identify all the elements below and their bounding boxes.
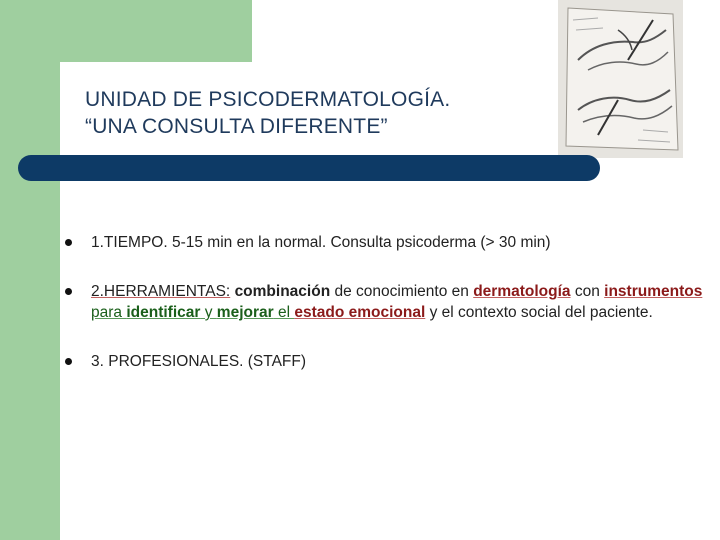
bullet-dot-icon: [65, 288, 72, 295]
text-estado-emocional: estado emocional: [294, 304, 426, 321]
text-y: y: [200, 304, 217, 321]
green-top-block: [0, 0, 252, 62]
bullet-dot-icon: [65, 358, 72, 365]
bullet-item-herramientas: [65, 281, 715, 323]
drawing-hands-icon: [558, 0, 683, 158]
text-el: el: [273, 304, 295, 321]
bullet-item-profesionales: [65, 351, 715, 372]
title-line-2: “UNA CONSULTA DIFERENTE”: [85, 115, 388, 138]
bullet-text: 3. PROFESIONALES. (STAFF): [91, 353, 307, 370]
text-mejorar: mejorar: [216, 304, 274, 321]
bullet-item-tiempo: [65, 232, 715, 253]
text-herramientas: 2.HERRAMIENTAS:: [91, 283, 231, 300]
text-identificar: identificar: [126, 304, 201, 321]
text-conocimiento: de conocimiento en: [330, 283, 474, 300]
drawing-hands-image: [558, 0, 683, 158]
bullet-text: 1.TIEMPO. 5-15 min en la normal. Consulta psicoderma (> 30 min): [91, 234, 551, 251]
text-con: con: [570, 283, 605, 300]
text-para: para: [91, 304, 127, 321]
text-combinacion: combinación: [234, 283, 331, 300]
text-dermatologia: dermatología: [473, 283, 571, 300]
text-instrumentos: instrumentos: [604, 283, 703, 300]
slide-title: [85, 86, 450, 140]
bullet-dot-icon: [65, 239, 72, 246]
green-side-panel: [0, 0, 60, 540]
title-line-1: UNIDAD DE PSICODERMATOLOGÍA.: [85, 88, 451, 111]
text-contexto: y el contexto social del paciente.: [425, 304, 653, 321]
title-divider-bar: [18, 155, 600, 181]
bullet-list: [65, 232, 715, 400]
